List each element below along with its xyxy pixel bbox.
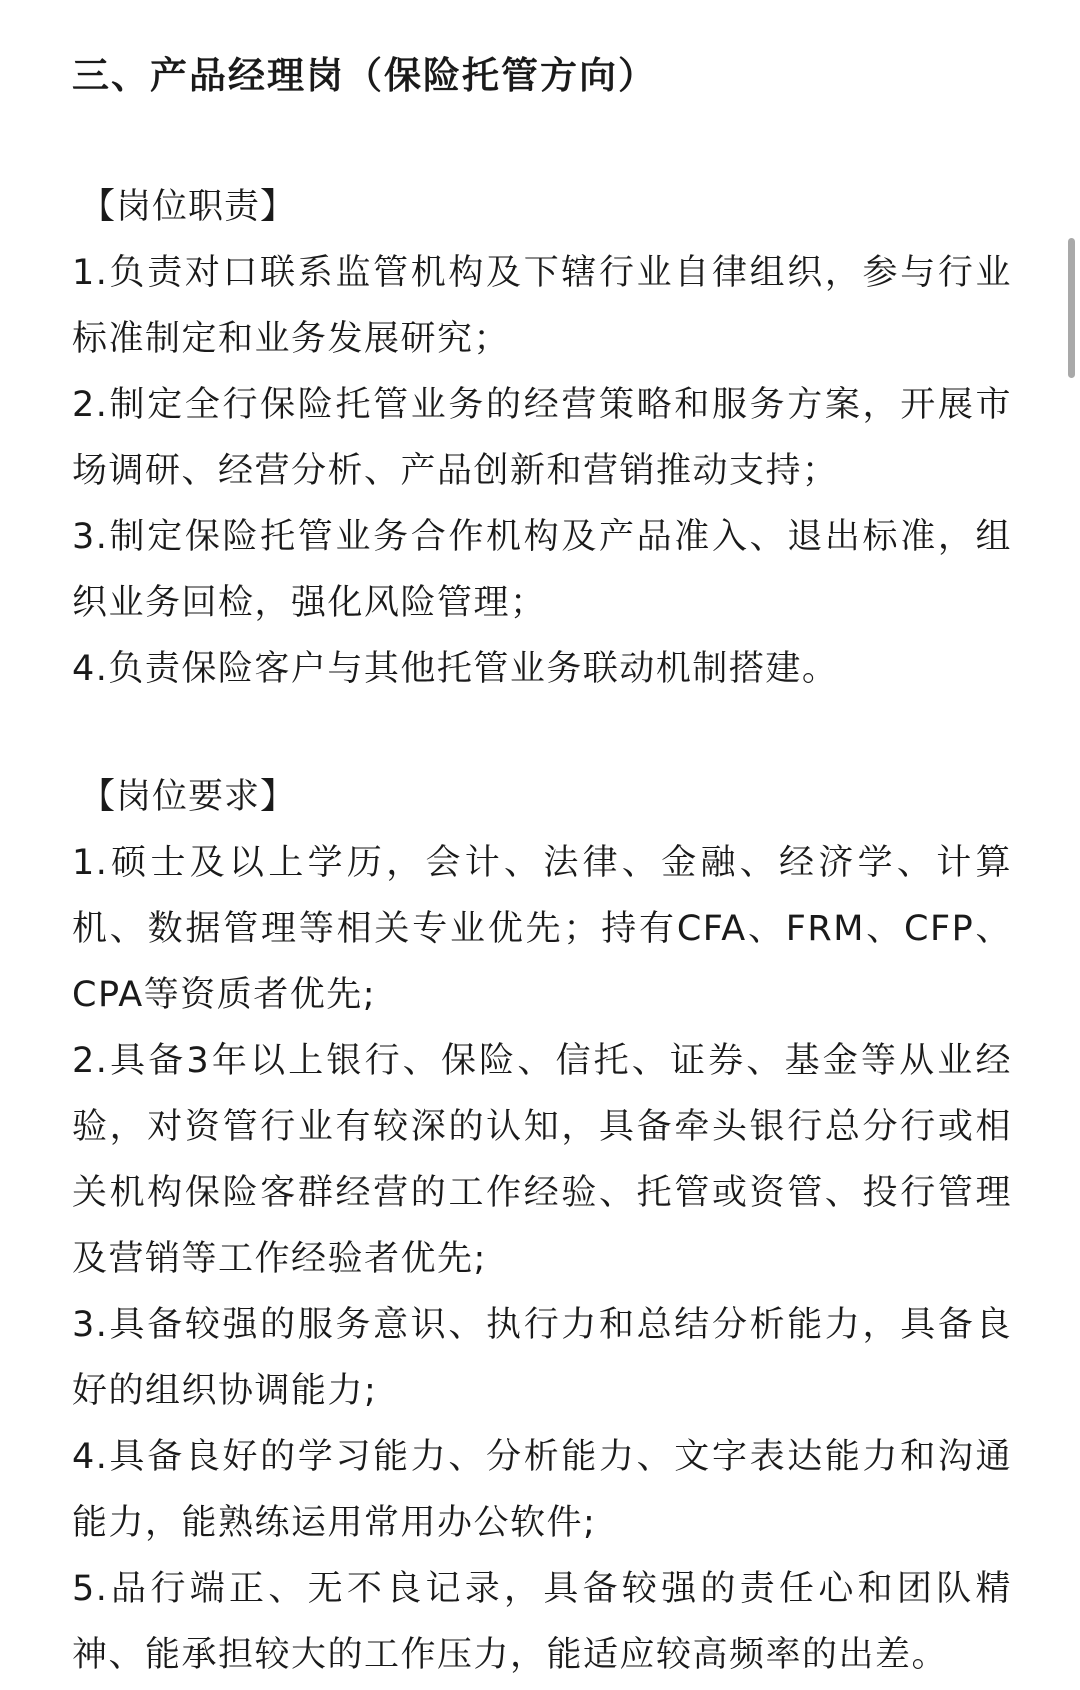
requirements-heading: 【岗位要求】 [80,777,297,817]
requirement-item: 3.具备较强的服务意识、执行力和总结分析能力，具备良好的组织协调能力; [72,1305,1012,1411]
requirement-item: 2.具备3年以上银行、保险、信托、证券、基金等从业经验，对资管行业有较深的认知，具备牵头银行总分行或相关机构保险客群经营的工作经验、托管或资管、投行管理及营销等工作经验者优先; [72,1041,1012,1279]
duties-heading: 【岗位职责】 [80,187,297,227]
requirement-item: 1.硕士及以上学历，会计、法律、金融、经济学、计算机、数据管理等相关专业优先；持有CFA、FRM、CFP、CPA等资质者优先; [72,843,1012,1015]
duties-section [72,174,1012,702]
page-title: 三、产品经理岗（保险托管方向） [72,54,657,97]
requirement-item: 5.品行端正、无不良记录，具备较强的责任心和团队精神、能承担较大的工作压力，能适应较高频率的出差。 [72,1569,1012,1675]
duty-item: 4.负责保险客户与其他托管业务联动机制搭建。 [72,649,839,689]
duty-item: 2.制定全行保险托管业务的经营策略和服务方案，开展市场调研、经营分析、产品创新和营销推动支持； [72,385,1012,491]
requirements-section [72,764,1012,1688]
scrollbar-thumb[interactable] [1068,238,1075,378]
duty-item: 1.负责对口联系监管机构及下辖行业自律组织，参与行业标准制定和业务发展研究； [72,253,1012,359]
requirement-item: 4.具备良好的学习能力、分析能力、文字表达能力和沟通能力，能熟练运用常用办公软件; [72,1437,1012,1543]
duty-item: 3.制定保险托管业务合作机构及产品准入、退出标准，组织业务回检，强化风险管理； [72,517,1012,623]
